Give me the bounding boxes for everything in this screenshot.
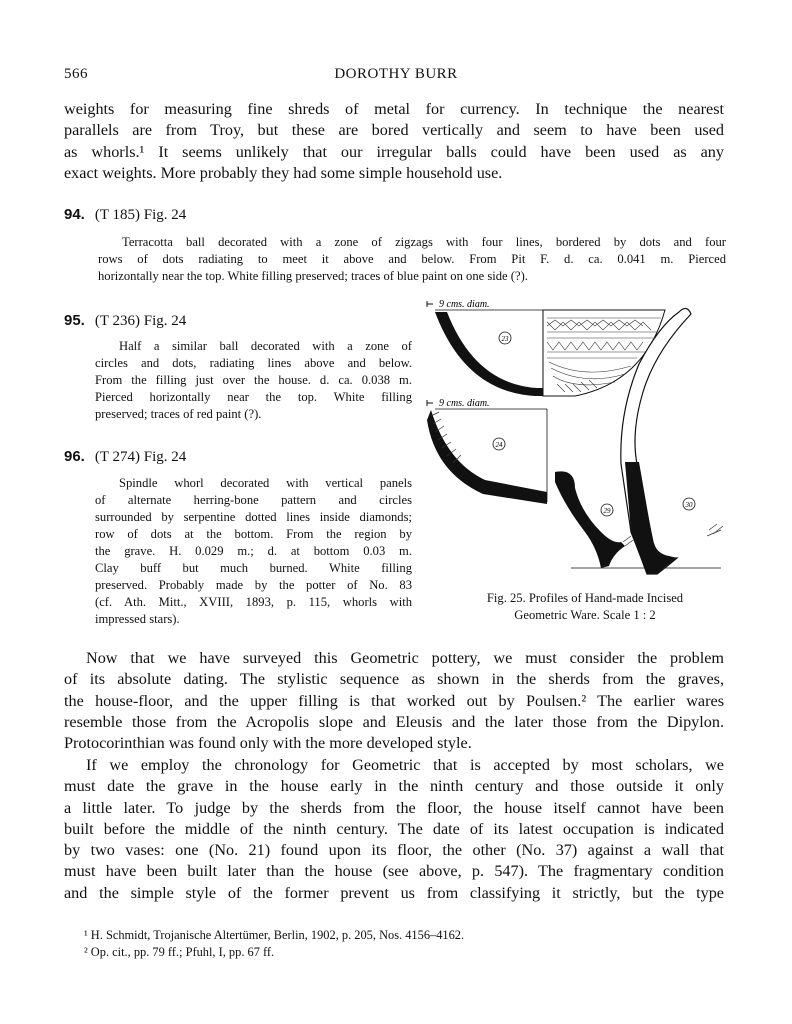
hatching: [707, 524, 723, 536]
intro-paragraph: [64, 99, 724, 184]
text-line: as whorls.¹ It seems unlikely that our irregular balls could have been used as any: [64, 142, 724, 161]
entry-number: 95.: [64, 312, 85, 329]
footnote-2: ² Op. cit., pp. 79 ff.; Pfuhl, I, pp. 67 ff.: [84, 945, 275, 959]
entry-number: 96.: [64, 448, 85, 465]
text-line: a little later. To judge by the sherds from the floor, the house itself cannot have been: [64, 798, 724, 817]
entry-heading: (T 236) Fig. 24: [94, 313, 187, 329]
scale-bar-icon: [427, 301, 433, 307]
entry-96-heading: [64, 448, 186, 466]
text-line: built before the middle of the ninth century. The date of its latest occupation is indicated: [64, 819, 724, 838]
text-line: circles and dots, radiating lines above and below.: [95, 356, 412, 370]
figure-caption: [440, 590, 730, 624]
entry-heading: (T 274) Fig. 24: [94, 449, 187, 465]
text-line: must have been built later than the house (see above, p. 547). The fragmentary condition: [64, 862, 724, 881]
entry-heading: (T 185) Fig. 24: [94, 207, 187, 223]
vessel-number: 29: [603, 507, 611, 515]
caption-line: Fig. 25. Profiles of Hand-made Incised: [486, 591, 684, 605]
text-line: by two vases: one (No. 21) found upon its floor, the other (No. 37) against a wall that: [64, 841, 724, 860]
vessel-30-profile: [621, 308, 691, 574]
running-title: DOROTHY BURR: [334, 66, 458, 82]
scale-bar-icon: [427, 400, 433, 406]
vessel-30-lower-profile: [625, 462, 677, 574]
text-line: must date the grave in the house early in the ninth century and those outside it only: [64, 777, 724, 796]
text-line: preserved. Probably made by the potter of No. 83: [95, 578, 412, 592]
text-line: Half a similar ball decorated with a zone of: [119, 339, 412, 353]
footnote-1: ¹ H. Schmidt, Trojanische Altertümer, Berlin, 1902, p. 205, Nos. 4156–4162.: [84, 928, 465, 942]
vessel-number: 30: [685, 501, 693, 509]
footnotes: [84, 927, 724, 961]
text-line: Protocorinthian was found only with the more developed style.: [64, 734, 472, 753]
vessel-29-profile: [555, 471, 625, 568]
entry-95-description: [95, 338, 412, 423]
text-line: horizontally near the top. White filling preserved; traces of blue paint on one side (?).: [98, 269, 528, 283]
text-line: row of dots at the bottom. From the region by: [95, 527, 412, 541]
vessel-number: 24: [495, 441, 503, 449]
text-line: Spindle whorl decorated with vertical panels: [119, 476, 412, 490]
text-line: preserved; traces of red paint (?).: [95, 407, 262, 421]
page-number: 566: [64, 66, 88, 82]
text-line: exact weights. More probably they had some simple household use.: [64, 163, 503, 182]
vessel-number: 23: [501, 335, 509, 343]
text-line: Clay buff but much burned. White filling: [95, 561, 412, 575]
text-line: impressed stars).: [95, 612, 180, 626]
hatching: [623, 536, 633, 546]
entry-94-description: [98, 234, 726, 285]
scale-label: 9 cms. diam.: [439, 398, 490, 409]
figure-25-profiles: [425, 292, 745, 582]
entry-96-description: [95, 475, 412, 628]
text-line: If we employ the chronology for Geometric that is accepted by most scholars, we: [86, 756, 724, 774]
text-line: of its absolute dating. The stylistic sequence as shown in the sherds from the graves,: [64, 670, 724, 689]
text-line: (cf. Ath. Mitt., XVIII, 1893, p. 115, whorls with: [95, 595, 412, 609]
text-line: of alternate herring-bone pattern and circles: [95, 493, 412, 507]
vessel-23-profile: [435, 312, 543, 396]
entry-95-heading: [64, 312, 186, 330]
text-line: weights for measuring fine shreds of metal for currency. In technique the nearest: [64, 100, 724, 118]
text-line: Pierced horizontally near the top. White filling: [95, 390, 412, 404]
caption-line: Geometric Ware. Scale 1 : 2: [514, 608, 656, 622]
text-line: surrounded by serpentine dotted lines inside diamonds;: [95, 510, 412, 524]
body-paragraph-1: [64, 648, 724, 754]
text-line: and the simple style of the former prevent us from classifying it strictly, but the type: [64, 883, 724, 902]
entry-number: 94.: [64, 206, 85, 223]
text-line: rows of dots radiating to meet it above and below. From Pit F. d. ca. 0.041 m. Pierced: [98, 252, 726, 266]
scale-label: 9 cms. diam.: [439, 299, 490, 310]
text-line: From the filling just over the house. d. ca. 0.038 m.: [95, 373, 412, 387]
text-line: resemble those from the Acropolis slope and Eleusis and the later those from the Dipylon.: [64, 712, 724, 731]
text-line: the house-floor, and the upper filling is that worked out by Poulsen.² The earlier wares: [64, 691, 724, 710]
body-paragraph-2: [64, 755, 724, 904]
vessel-24-profile: [427, 410, 547, 504]
text-line: the grave. H. 0.029 m.; d. at bottom 0.03 m.: [95, 544, 412, 558]
text-line: Now that we have surveyed this Geometric pottery, we must consider the problem: [86, 649, 724, 667]
text-line: parallels are from Troy, but these are bored vertically and seem to have been used: [64, 121, 724, 140]
text-line: Terracotta ball decorated with a zone of zigzags with four lines, bordered by dots and four: [122, 235, 726, 249]
entry-94-heading: [64, 206, 186, 224]
